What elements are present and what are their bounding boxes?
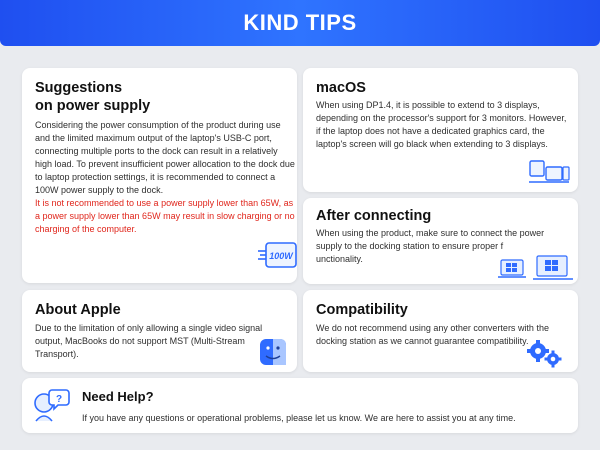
apple-body: Due to the limitation of only allowing a single video signal output, MacBooks do not support MST (Multi-Stream Transport). bbox=[35, 323, 263, 359]
banner bbox=[0, 0, 600, 46]
after-body: When using the product, make sure to connect the power supply to the docking station to ensure proper f unctionality. bbox=[316, 228, 545, 264]
compat-body: We do not recommend using any other converters with the docking station as we cannot guarantee compatibility. bbox=[316, 323, 549, 346]
macos-title: macOS bbox=[316, 80, 366, 96]
card-compatibility bbox=[303, 290, 578, 372]
after-title: After connecting bbox=[316, 208, 432, 224]
power-body: Considering the power consumption of the product during use and the limited maximum output of the laptop's USB-C port, connecting multiple ports to the dock can result in a relatively high load. To prevent insufficient power allocation to the dock due to laptop protection settings, it is recommended to connect a 100W power supply to the dock. bbox=[35, 120, 295, 195]
page-title: KIND TIPS bbox=[243, 10, 357, 35]
power-title-line1: Suggestions bbox=[35, 80, 123, 96]
finder-icon bbox=[258, 337, 288, 367]
power-title-line2: on power supply bbox=[35, 98, 151, 114]
power-title bbox=[35, 79, 235, 115]
macos-body: When using DP1.4, it is possible to extend to 3 displays, depending on the processor's support for 3 monitors. However, if the laptop does not have a dedicated graphics card, the laptop's screen will go black when extending to 3 displays. bbox=[316, 100, 567, 149]
apple-title: About Apple bbox=[35, 302, 121, 318]
help-body: If you have any questions or operational problems, please let us know. We are here to assist you at any time. bbox=[82, 413, 516, 423]
help-person-icon bbox=[32, 387, 70, 425]
card-need-help bbox=[22, 378, 578, 433]
card-after-connecting bbox=[303, 198, 578, 284]
monitors-icon bbox=[527, 158, 571, 186]
help-title: Need Help? bbox=[82, 389, 154, 404]
charger-100w-icon bbox=[256, 240, 300, 270]
power-warning: It is not recommended to use a power supply lower than 65W, as a power supply lower than 65W may result in slow charging or no charging of the computer. bbox=[35, 198, 295, 234]
gears-icon bbox=[525, 338, 563, 368]
compat-title: Compatibility bbox=[316, 302, 408, 318]
card-power-supply bbox=[22, 68, 297, 283]
card-macos bbox=[303, 68, 578, 192]
card-about-apple bbox=[22, 290, 297, 372]
charger-label: 100W bbox=[269, 251, 293, 261]
svg-text:?: ? bbox=[55, 394, 63, 405]
laptop-windows-icon bbox=[497, 254, 575, 282]
